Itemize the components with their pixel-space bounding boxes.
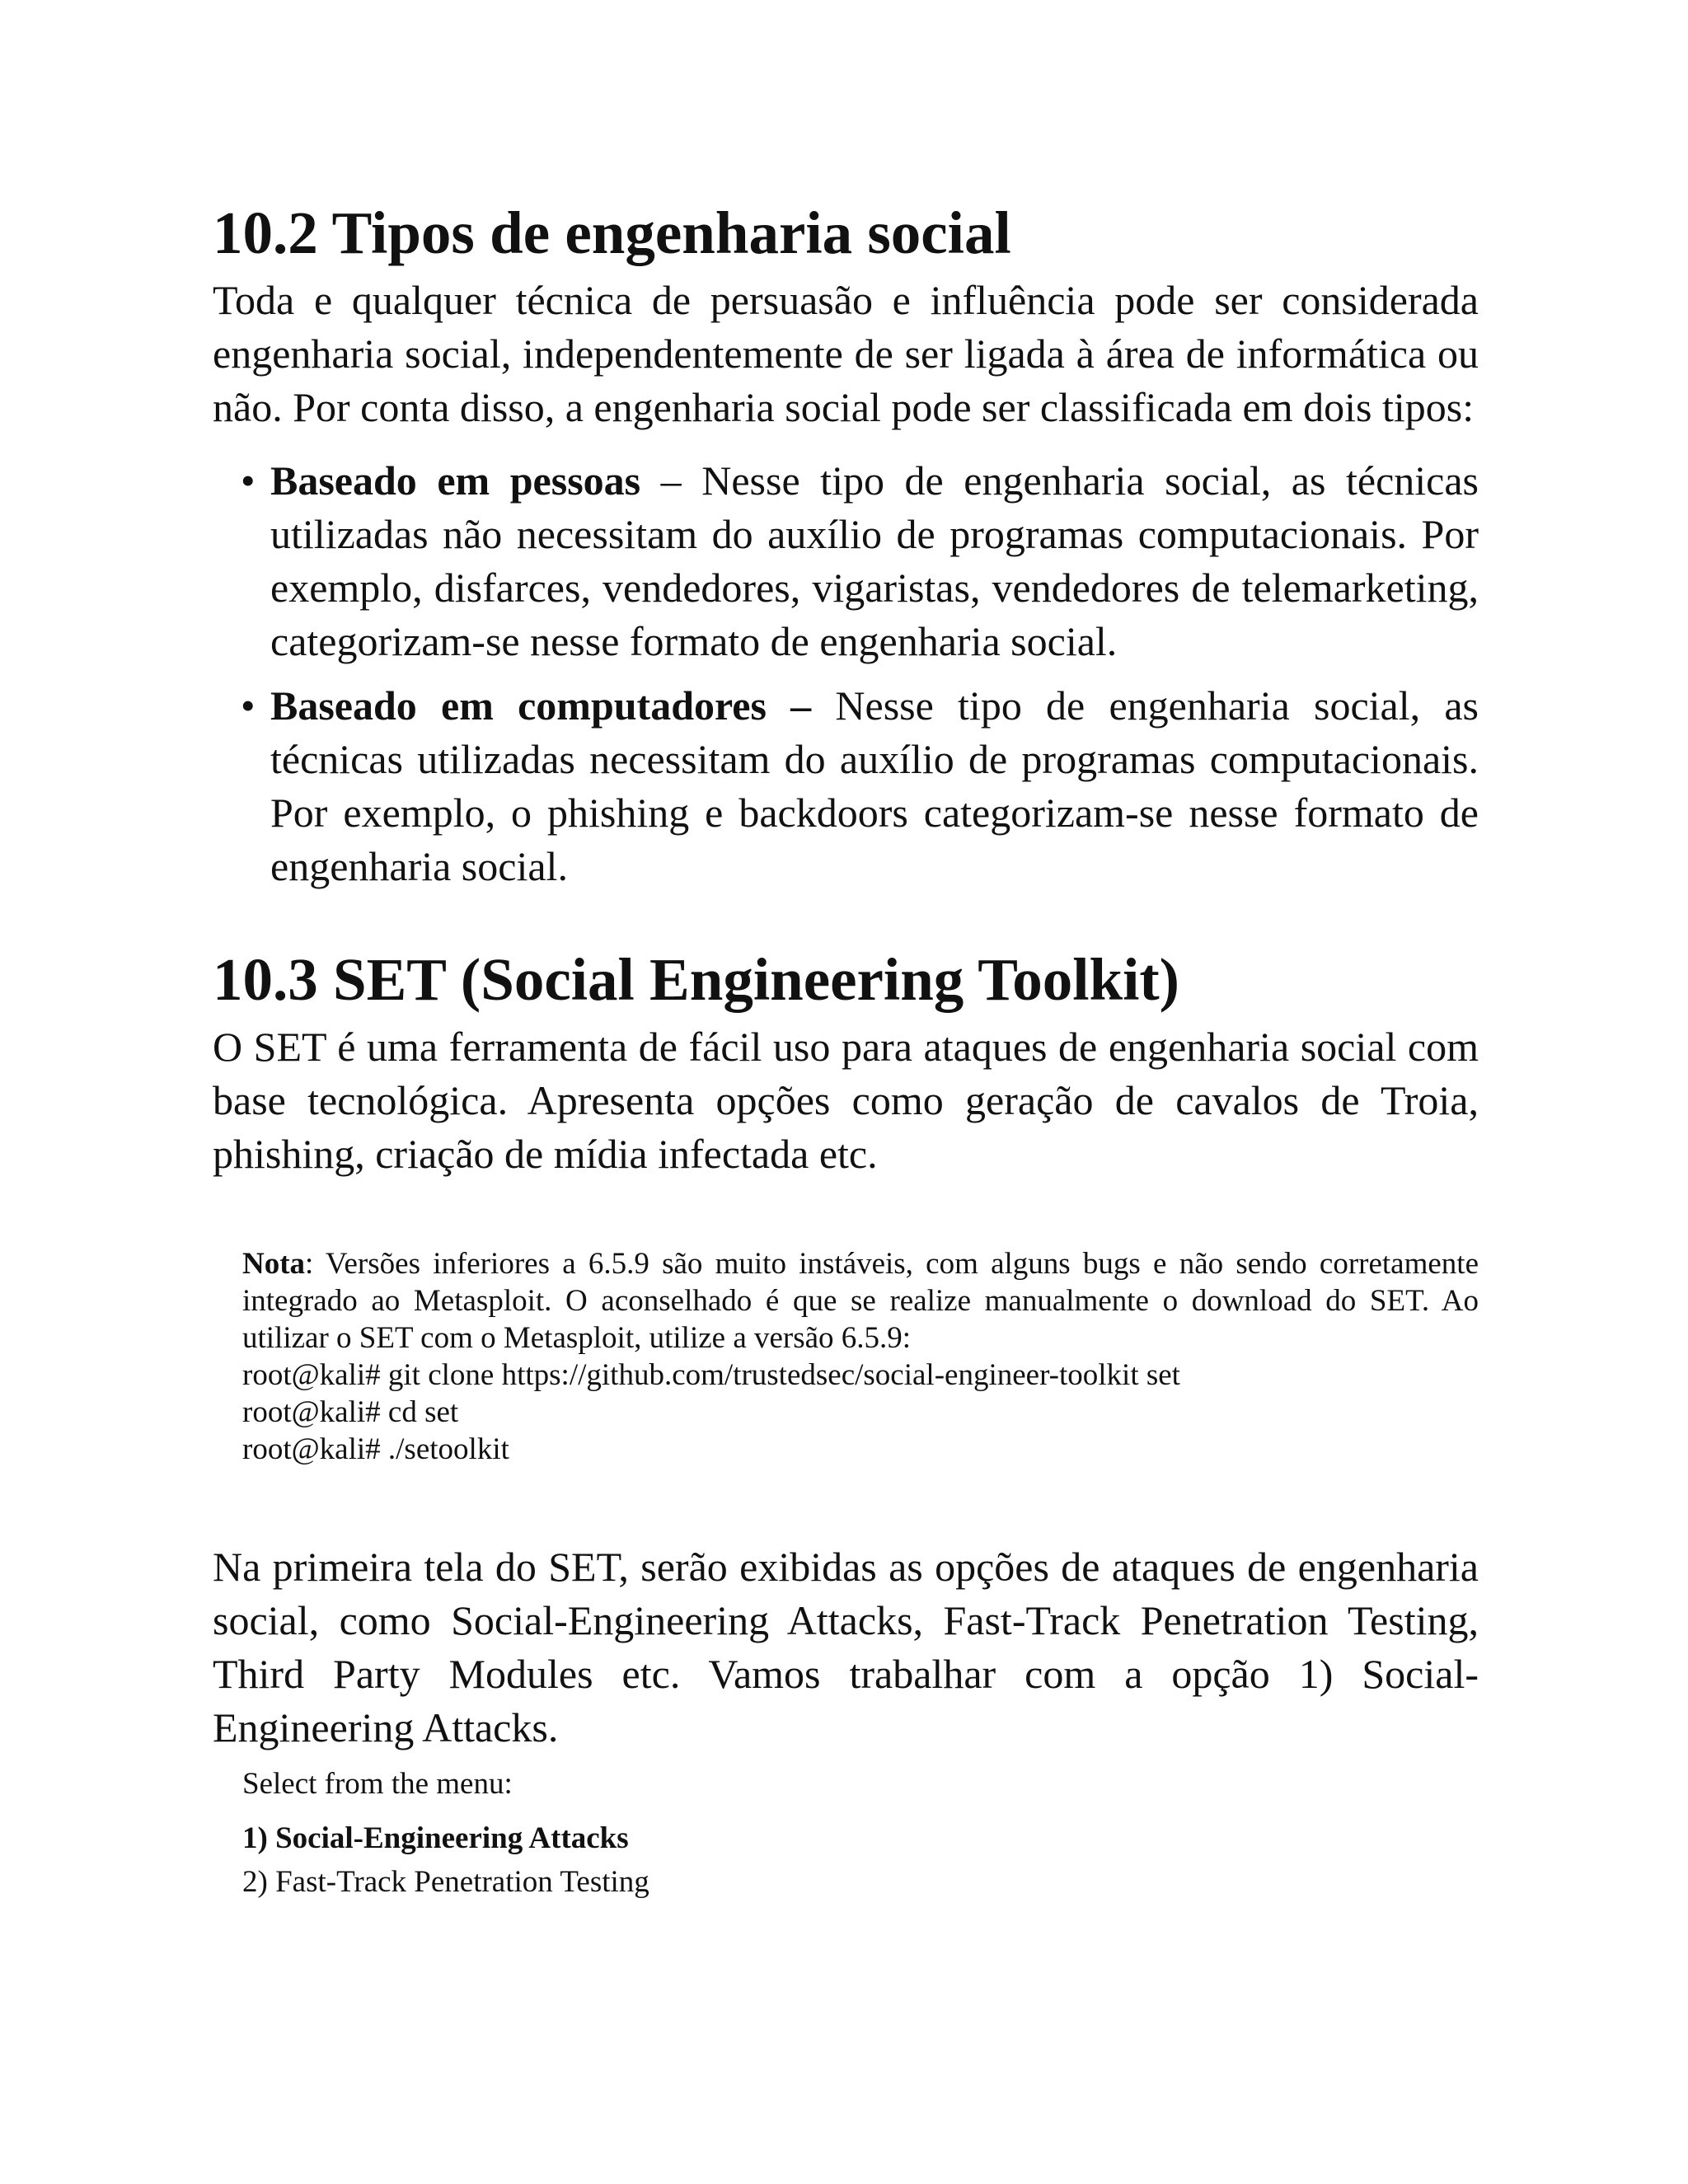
bullet-item-pessoas — [213, 454, 1479, 668]
command-line-clone: root@kali# git clone https://github.com/trustedsec/social-engineer-toolkit set — [242, 1358, 1180, 1392]
bullet-text-pessoas: – Nesse tipo de engenharia social, as técnicas utilizadas não necessitam do auxílio de programas computacionais. Por exemplo, disfarces, vendedores, vigaristas, vendedores de telemarketing, categorizam-se nesse formato de engenharia social. — [270, 457, 1479, 664]
section-heading-set: 10.3 SET (Social Engineering Toolkit) — [213, 946, 1179, 1013]
paragraph-set-menu: Na primeira tela do SET, serão exibidas as opções de ataques de engenharia social, como Social-Engineering Attacks, Fast-Track Penetration Testing, Third Party Modules etc. Vamos trabalhar com a opção 1) Social-Engineering Attacks. — [213, 1544, 1479, 1750]
bullet-item-computadores — [213, 679, 1479, 893]
paragraph-tipos-intro: Toda e qualquer técnica de persuasão e influência pode ser considerada engenharia social, independentemente de ser ligada à área de informática ou não. Por conta disso, a engenharia social pode ser classificada em dois tipos: — [213, 277, 1479, 430]
note-label: Nota — [242, 1247, 306, 1281]
bullet-lead-computadores: Baseado em computadores – — [270, 682, 812, 729]
bullet-symbol: • — [241, 682, 256, 729]
note-box — [242, 1245, 1479, 1357]
bullet-list-tipos — [213, 454, 1479, 893]
bullet-text-computadores: Nesse tipo de engenharia social, as técnicas utilizadas necessitam do auxílio de programas computacionais. Por exemplo, o phishing e backdoors categorizam-se nesse formato de engenharia social. — [270, 682, 1479, 889]
section-heading-tipos: 10.2 Tipos de engenharia social — [213, 199, 1011, 266]
bullet-lead-pessoas: Baseado em pessoas — [270, 457, 641, 504]
menu-item-social-engineering-attacks: 1) Social-Engineering Attacks — [242, 1821, 629, 1855]
bullet-symbol: • — [241, 457, 256, 504]
note-text: : Versões inferiores a 6.5.9 são muito instáveis, com alguns bugs e não sendo corretamente integrado ao Metasploit. O aconselhado é que se realize manualmente o download do SET. Ao utilizar o SET com o Metasploit, utilize a versão 6.5.9: — [242, 1247, 1479, 1355]
menu-prompt: Select from the menu: — [242, 1767, 513, 1801]
command-line-run: root@kali# ./setoolkit — [242, 1432, 509, 1466]
paragraph-set-intro: O SET é uma ferramenta de fácil uso para ataques de engenharia social com base tecnológica. Apresenta opções como geração de cavalos de Troia, phishing, criação de mídia infectada etc. — [213, 1024, 1479, 1177]
document-page — [213, 198, 1479, 1900]
command-line-cd: root@kali# cd set — [242, 1395, 459, 1429]
menu-item-fast-track: 2) Fast-Track Penetration Testing — [242, 1865, 649, 1899]
